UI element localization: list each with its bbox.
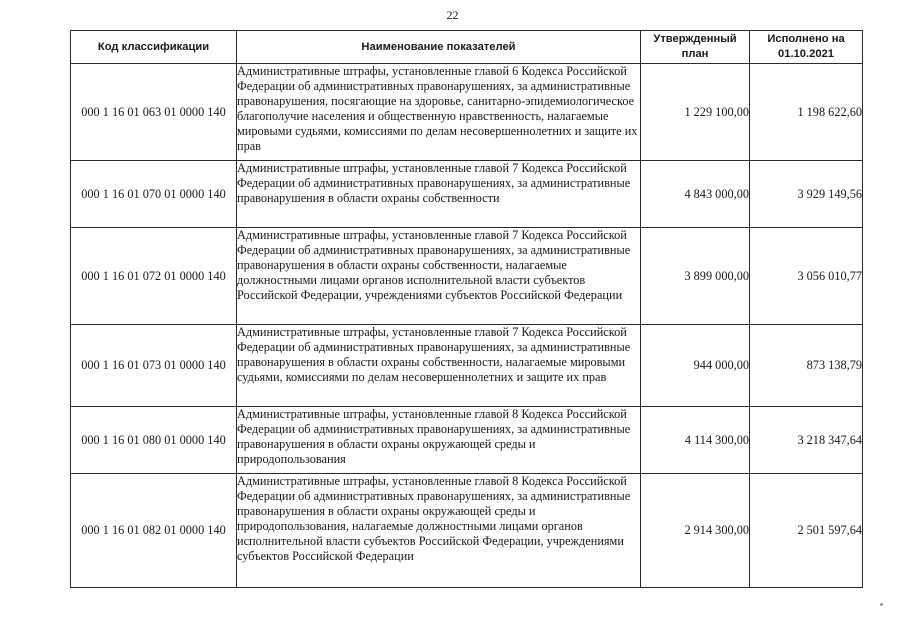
header-name: Наименование показателей xyxy=(237,31,641,64)
row-name: Административные штрафы, установленные главой 6 Кодекса Российской Федерации об административных правонарушениях, за административные правонарушения, посягающие на здоровье, санитарно-эпидемиологическое благополучие населения и общественную нравственность, налагаемые мировыми судьями, комиссиями по делам несовершеннолетних и защите их прав xyxy=(237,64,641,161)
row-plan: 4 843 000,00 xyxy=(641,161,750,228)
row-executed: 1 198 622,60 xyxy=(750,64,863,161)
header-executed: Исполнено на 01.10.2021 xyxy=(750,31,863,64)
row-plan: 2 914 300,00 xyxy=(641,474,750,588)
budget-execution-table xyxy=(70,30,863,588)
row-name: Административные штрафы, установленные главой 8 Кодекса Российской Федерации об административных правонарушениях, за административные правонарушения в области охраны окружающей среды и природопользования xyxy=(237,407,641,474)
row-executed: 3 056 010,77 xyxy=(750,228,863,325)
table-row xyxy=(71,474,863,588)
row-plan: 944 000,00 xyxy=(641,325,750,407)
table-row xyxy=(71,161,863,228)
table-row xyxy=(71,228,863,325)
row-code: 000 1 16 01 072 01 0000 140 xyxy=(71,228,237,325)
row-name: Административные штрафы, установленные главой 7 Кодекса Российской Федерации об административных правонарушениях, за административные правонарушения в области охраны собственности xyxy=(237,161,641,228)
row-plan: 3 899 000,00 xyxy=(641,228,750,325)
header-plan: Утвержденный план xyxy=(641,31,750,64)
table-row xyxy=(71,64,863,161)
table-header-row xyxy=(71,31,863,64)
table-row xyxy=(71,407,863,474)
row-plan: 1 229 100,00 xyxy=(641,64,750,161)
row-code: 000 1 16 01 073 01 0000 140 xyxy=(71,325,237,407)
row-code: 000 1 16 01 082 01 0000 140 xyxy=(71,474,237,588)
row-executed: 2 501 597,64 xyxy=(750,474,863,588)
row-name: Административные штрафы, установленные главой 7 Кодекса Российской Федерации об административных правонарушениях, за административные правонарушения в области охраны собственности, налагаемые мировыми судьями, комиссиями по делам несовершеннолетних и защите их прав xyxy=(237,325,641,407)
page-number: 22 xyxy=(446,8,459,22)
row-name: Административные штрафы, установленные главой 8 Кодекса Российской Федерации об административных правонарушениях, за административные правонарушения в области охраны окружающей среды и природопользования, налагаемые должностными лицами органов исполнительной власти субъектов Российской Федерации, учреждениями субъектов Российской Федерации xyxy=(237,474,641,588)
scan-speck xyxy=(880,603,883,606)
header-code: Код классификации xyxy=(71,31,237,64)
row-executed: 873 138,79 xyxy=(750,325,863,407)
row-code: 000 1 16 01 070 01 0000 140 xyxy=(71,161,237,228)
row-code: 000 1 16 01 063 01 0000 140 xyxy=(71,64,237,161)
row-executed: 3 218 347,64 xyxy=(750,407,863,474)
row-name: Административные штрафы, установленные главой 7 Кодекса Российской Федерации об административных правонарушениях, за административные правонарушения в области охраны собственности, налагаемые должностными лицами органов исполнительной власти субъектов Российской Федерации, учреждениями субъектов Российской Федерации xyxy=(237,228,641,325)
row-code: 000 1 16 01 080 01 0000 140 xyxy=(71,407,237,474)
row-plan: 4 114 300,00 xyxy=(641,407,750,474)
table-row xyxy=(71,325,863,407)
row-executed: 3 929 149,56 xyxy=(750,161,863,228)
